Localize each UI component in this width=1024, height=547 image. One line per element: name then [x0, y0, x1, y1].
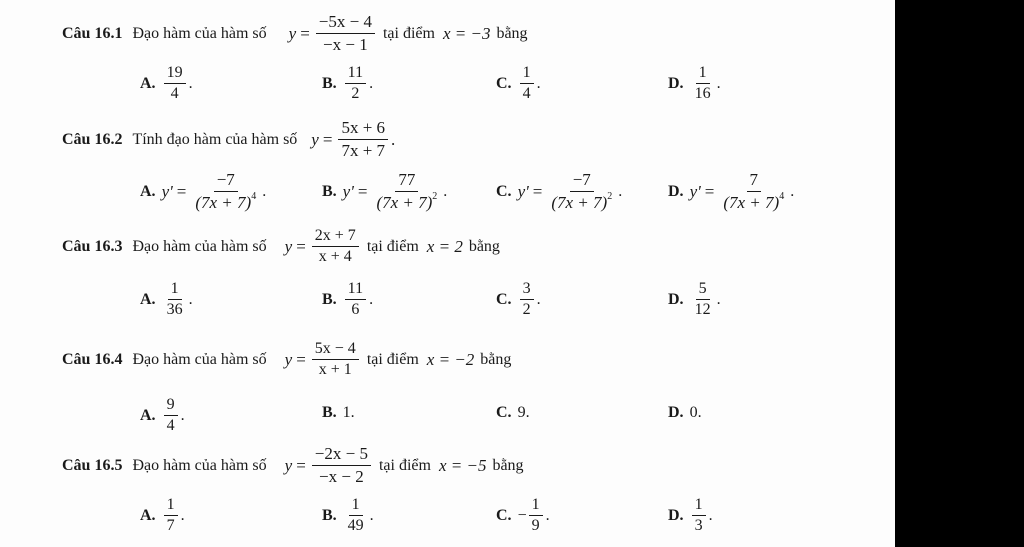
function-formula: y = $\frac{-5x - 4}{-x - 1}$ — [289, 12, 377, 55]
fraction: $\frac{1}{9}$ — [529, 496, 543, 535]
fraction: $\frac{7}{(7x + 7)^4}$ — [723, 170, 785, 212]
question-label: Câu 16.1 — [62, 24, 123, 42]
point-value: x = −3 — [442, 23, 491, 43]
question-16-5: Câu 16.5 Đạo hàm của hàm số y = $\frac{-2x - 5}{-x - 2}$ tại điểm x = −5 bằng — [62, 444, 524, 486]
function-formula: y = $\frac{5x - 4}{x + 1}$ — [285, 340, 361, 379]
option-c[interactable]: C. $\frac{1}{4}$ . — [496, 64, 541, 102]
question-text: Đạo hàm của hàm số — [132, 350, 267, 368]
option-c[interactable]: C. 9. — [496, 404, 530, 421]
option-c[interactable]: C. y' = $\frac{-7}{(7x + 7)^2}$ . — [496, 170, 623, 212]
fraction: $\frac{-7}{(7x + 7)^4}$ — [195, 170, 257, 212]
fraction: $\frac{3}{2}$ — [520, 280, 534, 319]
question-label: Câu 16.3 — [62, 237, 123, 255]
option-c[interactable]: C. − $\frac{1}{9}$ . — [496, 496, 550, 534]
fraction: $\frac{5x - 4}{x + 1}$ — [312, 340, 359, 379]
question-16-2 — [62, 118, 395, 161]
option-d[interactable]: D. $\frac{5}{12}$ . — [668, 280, 721, 318]
option-b[interactable]: B. $\frac{11}{6}$ . — [322, 280, 374, 318]
fraction: $\frac{5x + 6}{7x + 7}$ — [338, 118, 388, 161]
point-value: x = −2 — [426, 349, 475, 369]
option-a[interactable]: A. y' = $\frac{-7}{(7x + 7)^4}$ . — [140, 170, 267, 212]
option-b[interactable]: B. 1. — [322, 404, 355, 421]
fraction: $\frac{1}{36}$ — [166, 280, 183, 318]
fraction: $\frac{77}{(7x + 7)^2}$ — [376, 170, 438, 212]
option-a[interactable]: A. $\frac{1}{7}$ . — [140, 496, 185, 534]
option-d[interactable]: D. $\frac{1}{16}$ . — [668, 64, 721, 102]
question-text: Tính đạo hàm của hàm số — [132, 130, 298, 148]
option-b[interactable]: B. y' = $\frac{77}{(7x + 7)^2}$ . — [322, 170, 448, 212]
fraction: $\frac{1}{49}$ — [347, 496, 364, 534]
fraction: $\frac{11}{2}$ — [345, 64, 366, 103]
fraction: $\frac{5}{12}$ — [694, 280, 711, 318]
option-d[interactable]: D. y' = $\frac{7}{(7x + 7)^4}$ . — [668, 170, 795, 212]
fraction: $\frac{9}{4}$ — [164, 396, 178, 435]
fraction: $\frac{-5x - 4}{-x - 1}$ — [316, 12, 375, 55]
question-label: Câu 16.4 — [62, 350, 123, 368]
fraction: $\frac{19}{4}$ — [164, 64, 186, 103]
fraction: $\frac{-7}{(7x + 7)^2}$ — [551, 170, 613, 212]
option-a[interactable]: A. $\frac{9}{4}$ . — [140, 396, 185, 434]
function-formula: y = $\frac{-2x - 5}{-x - 2}$ — [285, 444, 373, 487]
fraction: $\frac{2x + 7}{x + 4}$ — [312, 227, 359, 266]
point-value: x = 2 — [426, 236, 463, 256]
option-b[interactable]: B. $\frac{1}{49}$ . — [322, 496, 374, 534]
option-a[interactable]: A. $\frac{1}{36}$ . — [140, 280, 193, 318]
question-16-4: Câu 16.4 Đạo hàm của hàm số y = $\frac{5x - 4}{x + 1}$ tại điểm x = −2 bằng — [62, 340, 512, 378]
option-a[interactable]: A. $\frac{19}{4}$ . — [140, 64, 193, 102]
question-label: Câu 16.2 — [62, 130, 123, 148]
option-d[interactable]: D. $\frac{1}{3}$ . — [668, 496, 713, 534]
fraction: $\frac{1}{16}$ — [694, 64, 711, 102]
question-text: Đạo hàm của hàm số — [132, 456, 267, 474]
fraction: $\frac{-2x - 5}{-x - 2}$ — [312, 444, 371, 487]
function-formula: y = $\frac{2x + 7}{x + 4}$ — [285, 227, 361, 266]
point-value: x = −5 — [438, 455, 487, 475]
fraction: $\frac{11}{6}$ — [345, 280, 366, 319]
question-text: Đạo hàm của hàm số — [132, 24, 267, 42]
question-16-1: Câu 16.1 Đạo hàm của hàm số y = $\frac{-5x - 4}{-x - 1}$ tại điểm x = −3 bằng — [62, 12, 528, 54]
fraction: $\frac{1}{7}$ — [164, 496, 178, 535]
question-label: Câu 16.5 — [62, 456, 123, 474]
option-c[interactable]: C. $\frac{3}{2}$ . — [496, 280, 541, 318]
question-text: Đạo hàm của hàm số — [132, 237, 267, 255]
option-b[interactable]: B. $\frac{11}{2}$ . — [322, 64, 374, 102]
question-16-3: Câu 16.3 Đạo hàm của hàm số y = $\frac{2x + 7}{x + 4}$ tại điểm x = 2 bằng — [62, 227, 500, 265]
option-d[interactable]: D. 0. — [668, 404, 702, 421]
fraction: $\frac{1}{4}$ — [520, 64, 534, 103]
fraction: $\frac{1}{3}$ — [692, 496, 706, 535]
function-formula: y = $\frac{5x + 6}{7x + 7}$ . — [311, 118, 396, 160]
